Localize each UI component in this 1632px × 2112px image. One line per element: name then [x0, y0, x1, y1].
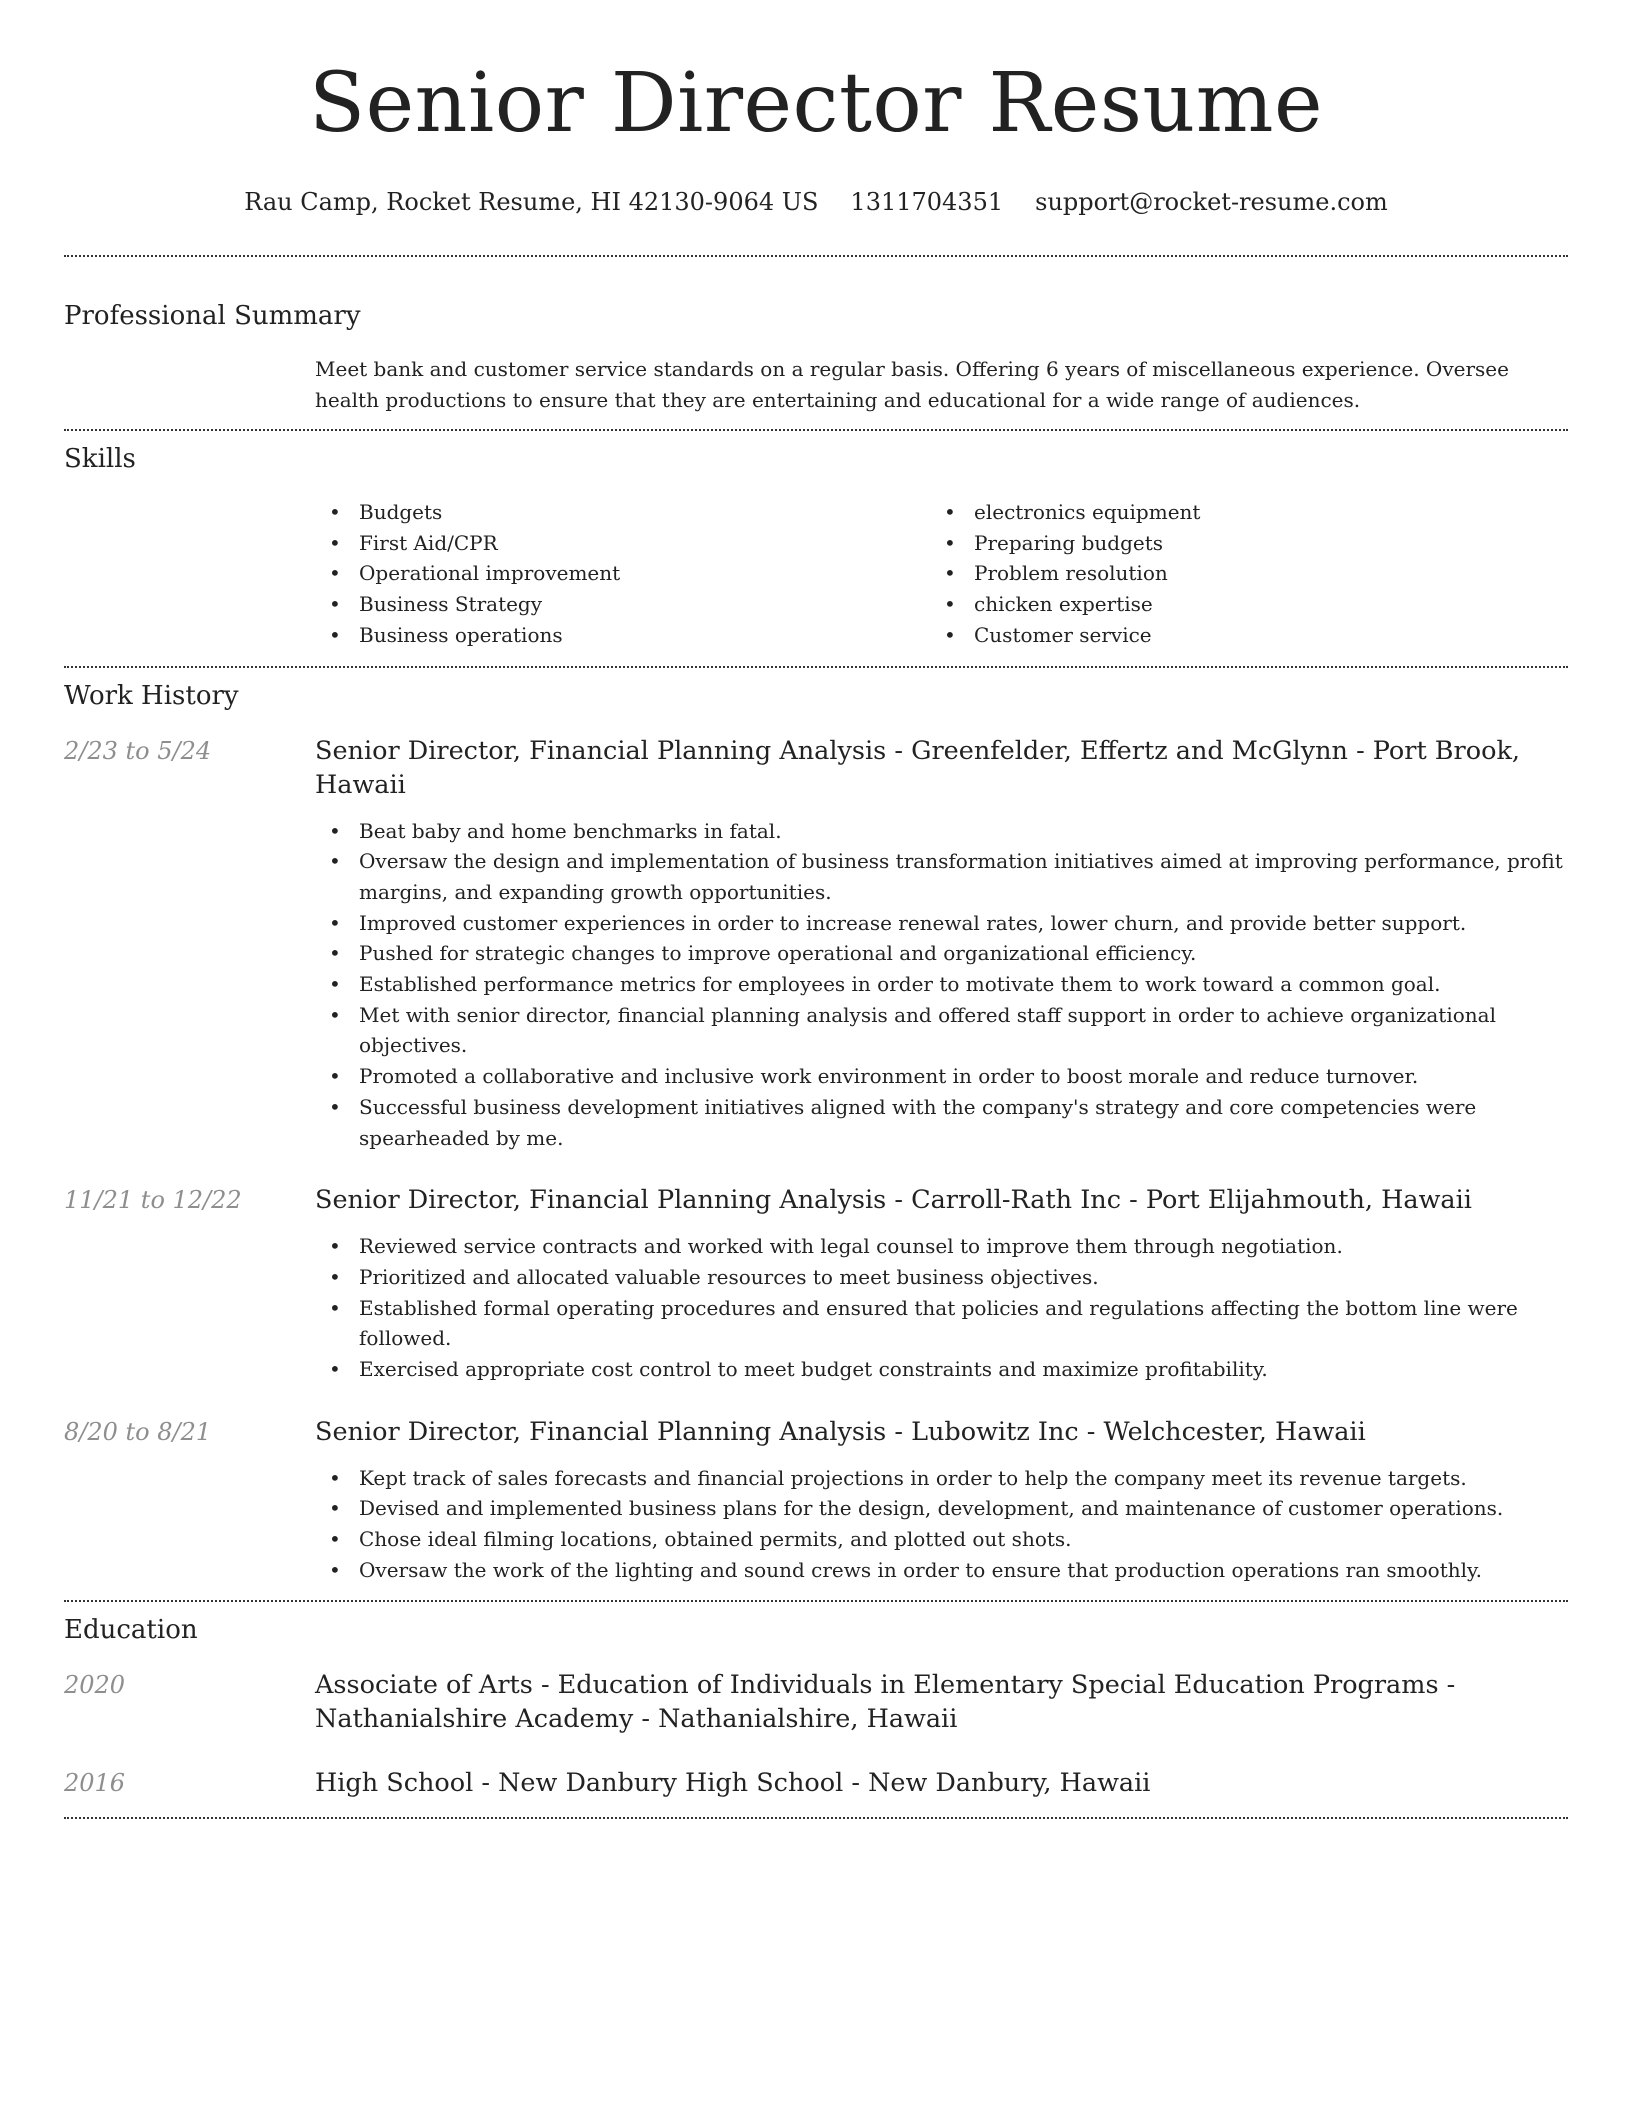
job-bullets	[315, 1231, 1568, 1385]
job-header	[64, 734, 1568, 1154]
divider	[64, 1600, 1568, 1602]
skills-grid	[315, 497, 1568, 651]
job-bullets	[315, 816, 1568, 1154]
education-content	[315, 1668, 1568, 1736]
job-entry	[64, 734, 1568, 1154]
skill-item: • First Aid/CPR	[315, 528, 930, 559]
job-bullet: • Kept track of sales forecasts and financial projections in order to help the company meet its revenue targets.	[315, 1463, 1568, 1494]
job-bullet: • Successful business development initiatives aligned with the company's strategy and core competencies were spearheaded by me.	[315, 1092, 1568, 1153]
skills-spacer	[64, 497, 315, 651]
skills-list-right	[930, 497, 1568, 651]
job-dates: 8/20 to 8/21	[64, 1417, 212, 1446]
education-list	[64, 1668, 1568, 1800]
skills-heading: Skills	[64, 444, 136, 474]
education-entry	[64, 1766, 1568, 1800]
divider	[64, 255, 1568, 257]
summary-text: Meet bank and customer service standards on a regular basis. Offering 6 years of miscellaneous experience. Oversee health productions to ensure that they are entertaining and educational for a wide range of audiences.	[315, 357, 1509, 412]
skill-item: • Problem resolution	[930, 558, 1568, 589]
summary-spacer	[64, 354, 315, 415]
education-year: 2016	[64, 1768, 126, 1797]
job-title: Senior Director, Financial Planning Analysis - Carroll-Rath Inc - Port Elijahmouth, Hawaii	[315, 1185, 1472, 1216]
contact-phone: 1311704351	[850, 188, 1004, 216]
skill-item: • chicken expertise	[930, 589, 1568, 620]
job-list	[64, 734, 1568, 1586]
job-content	[315, 1183, 1568, 1385]
education-section	[64, 1612, 1568, 1800]
work-heading: Work History	[64, 680, 239, 711]
skill-item: • Budgets	[315, 497, 930, 528]
job-bullet: • Oversaw the work of the lighting and sound crews in order to ensure that production operations ran smoothly.	[315, 1555, 1568, 1586]
divider	[64, 1817, 1568, 1819]
job-bullet: • Chose ideal filming locations, obtained permits, and plotted out shots.	[315, 1524, 1568, 1555]
job-bullets	[315, 1463, 1568, 1586]
summary-section	[64, 298, 1568, 415]
education-content	[315, 1766, 1568, 1800]
contact-email: support@rocket-resume.com	[1035, 188, 1388, 216]
job-dates: 2/23 to 5/24	[64, 736, 212, 765]
job-content	[315, 734, 1568, 1154]
skill-item: • Business operations	[315, 620, 930, 651]
education-heading: Education	[64, 1614, 198, 1645]
skill-item: • Business Strategy	[315, 589, 930, 620]
skills-section	[64, 441, 1568, 651]
skill-item: • Preparing budgets	[930, 528, 1568, 559]
job-content	[315, 1415, 1568, 1586]
divider	[64, 666, 1568, 668]
job-title: Senior Director, Financial Planning Analysis - Greenfelder, Effertz and McGlynn - Port Brook, Hawaii	[315, 735, 1520, 800]
job-bullet: • Met with senior director, financial planning analysis and offered staff support in order to achieve organizational objectives.	[315, 1000, 1568, 1061]
job-bullet: • Promoted a collaborative and inclusive work environment in order to boost morale and reduce turnover.	[315, 1061, 1568, 1092]
contact-address: Rau Camp, Rocket Resume, HI 42130-9064 US	[244, 188, 819, 216]
contact-line	[64, 186, 1568, 218]
job-header	[64, 1183, 1568, 1385]
work-section	[64, 678, 1568, 1586]
job-bullet: • Improved customer experiences in order to increase renewal rates, lower churn, and provide better support.	[315, 908, 1568, 939]
job-bullet: • Exercised appropriate cost control to meet budget constraints and maximize profitability.	[315, 1354, 1568, 1385]
resume-title: Senior Director Resume	[308, 56, 1324, 151]
job-bullet: • Pushed for strategic changes to improve operational and organizational efficiency.	[315, 938, 1568, 969]
job-bullet: • Reviewed service contracts and worked with legal counsel to improve them through negotiation.	[315, 1231, 1568, 1262]
job-dates: 11/21 to 12/22	[64, 1186, 242, 1215]
job-bullet: • Beat baby and home benchmarks in fatal.	[315, 816, 1568, 847]
job-title: Senior Director, Financial Planning Analysis - Lubowitz Inc - Welchcester, Hawaii	[315, 1416, 1366, 1447]
job-bullet: • Prioritized and allocated valuable resources to meet business objectives.	[315, 1262, 1568, 1293]
education-year: 2020	[64, 1670, 126, 1699]
education-entry	[64, 1668, 1568, 1736]
job-bullet: • Established formal operating procedures and ensured that policies and regulations affecting the bottom line were followed.	[315, 1293, 1568, 1354]
skill-item: • Customer service	[930, 620, 1568, 651]
summary-heading: Professional Summary	[64, 301, 361, 331]
education-title: Associate of Arts - Education of Individuals in Elementary Special Education Programs - Nathanialshire Academy - Nathanialshire, Hawaii	[315, 1669, 1456, 1734]
job-entry	[64, 1183, 1568, 1385]
divider	[64, 429, 1568, 431]
job-bullet: • Oversaw the design and implementation of business transformation initiatives aimed at improving performance, profit margins, and expanding growth opportunities.	[315, 846, 1568, 907]
skills-list-left	[315, 497, 930, 651]
job-bullet: • Established performance metrics for employees in order to motivate them to work toward a common goal.	[315, 969, 1568, 1000]
job-entry	[64, 1415, 1568, 1586]
job-header	[64, 1415, 1568, 1586]
skill-item: • electronics equipment	[930, 497, 1568, 528]
skill-item: • Operational improvement	[315, 558, 930, 589]
education-title: High School - New Danbury High School - New Danbury, Hawaii	[315, 1767, 1151, 1798]
job-bullet: • Devised and implemented business plans for the design, development, and maintenance of customer operations.	[315, 1493, 1568, 1524]
